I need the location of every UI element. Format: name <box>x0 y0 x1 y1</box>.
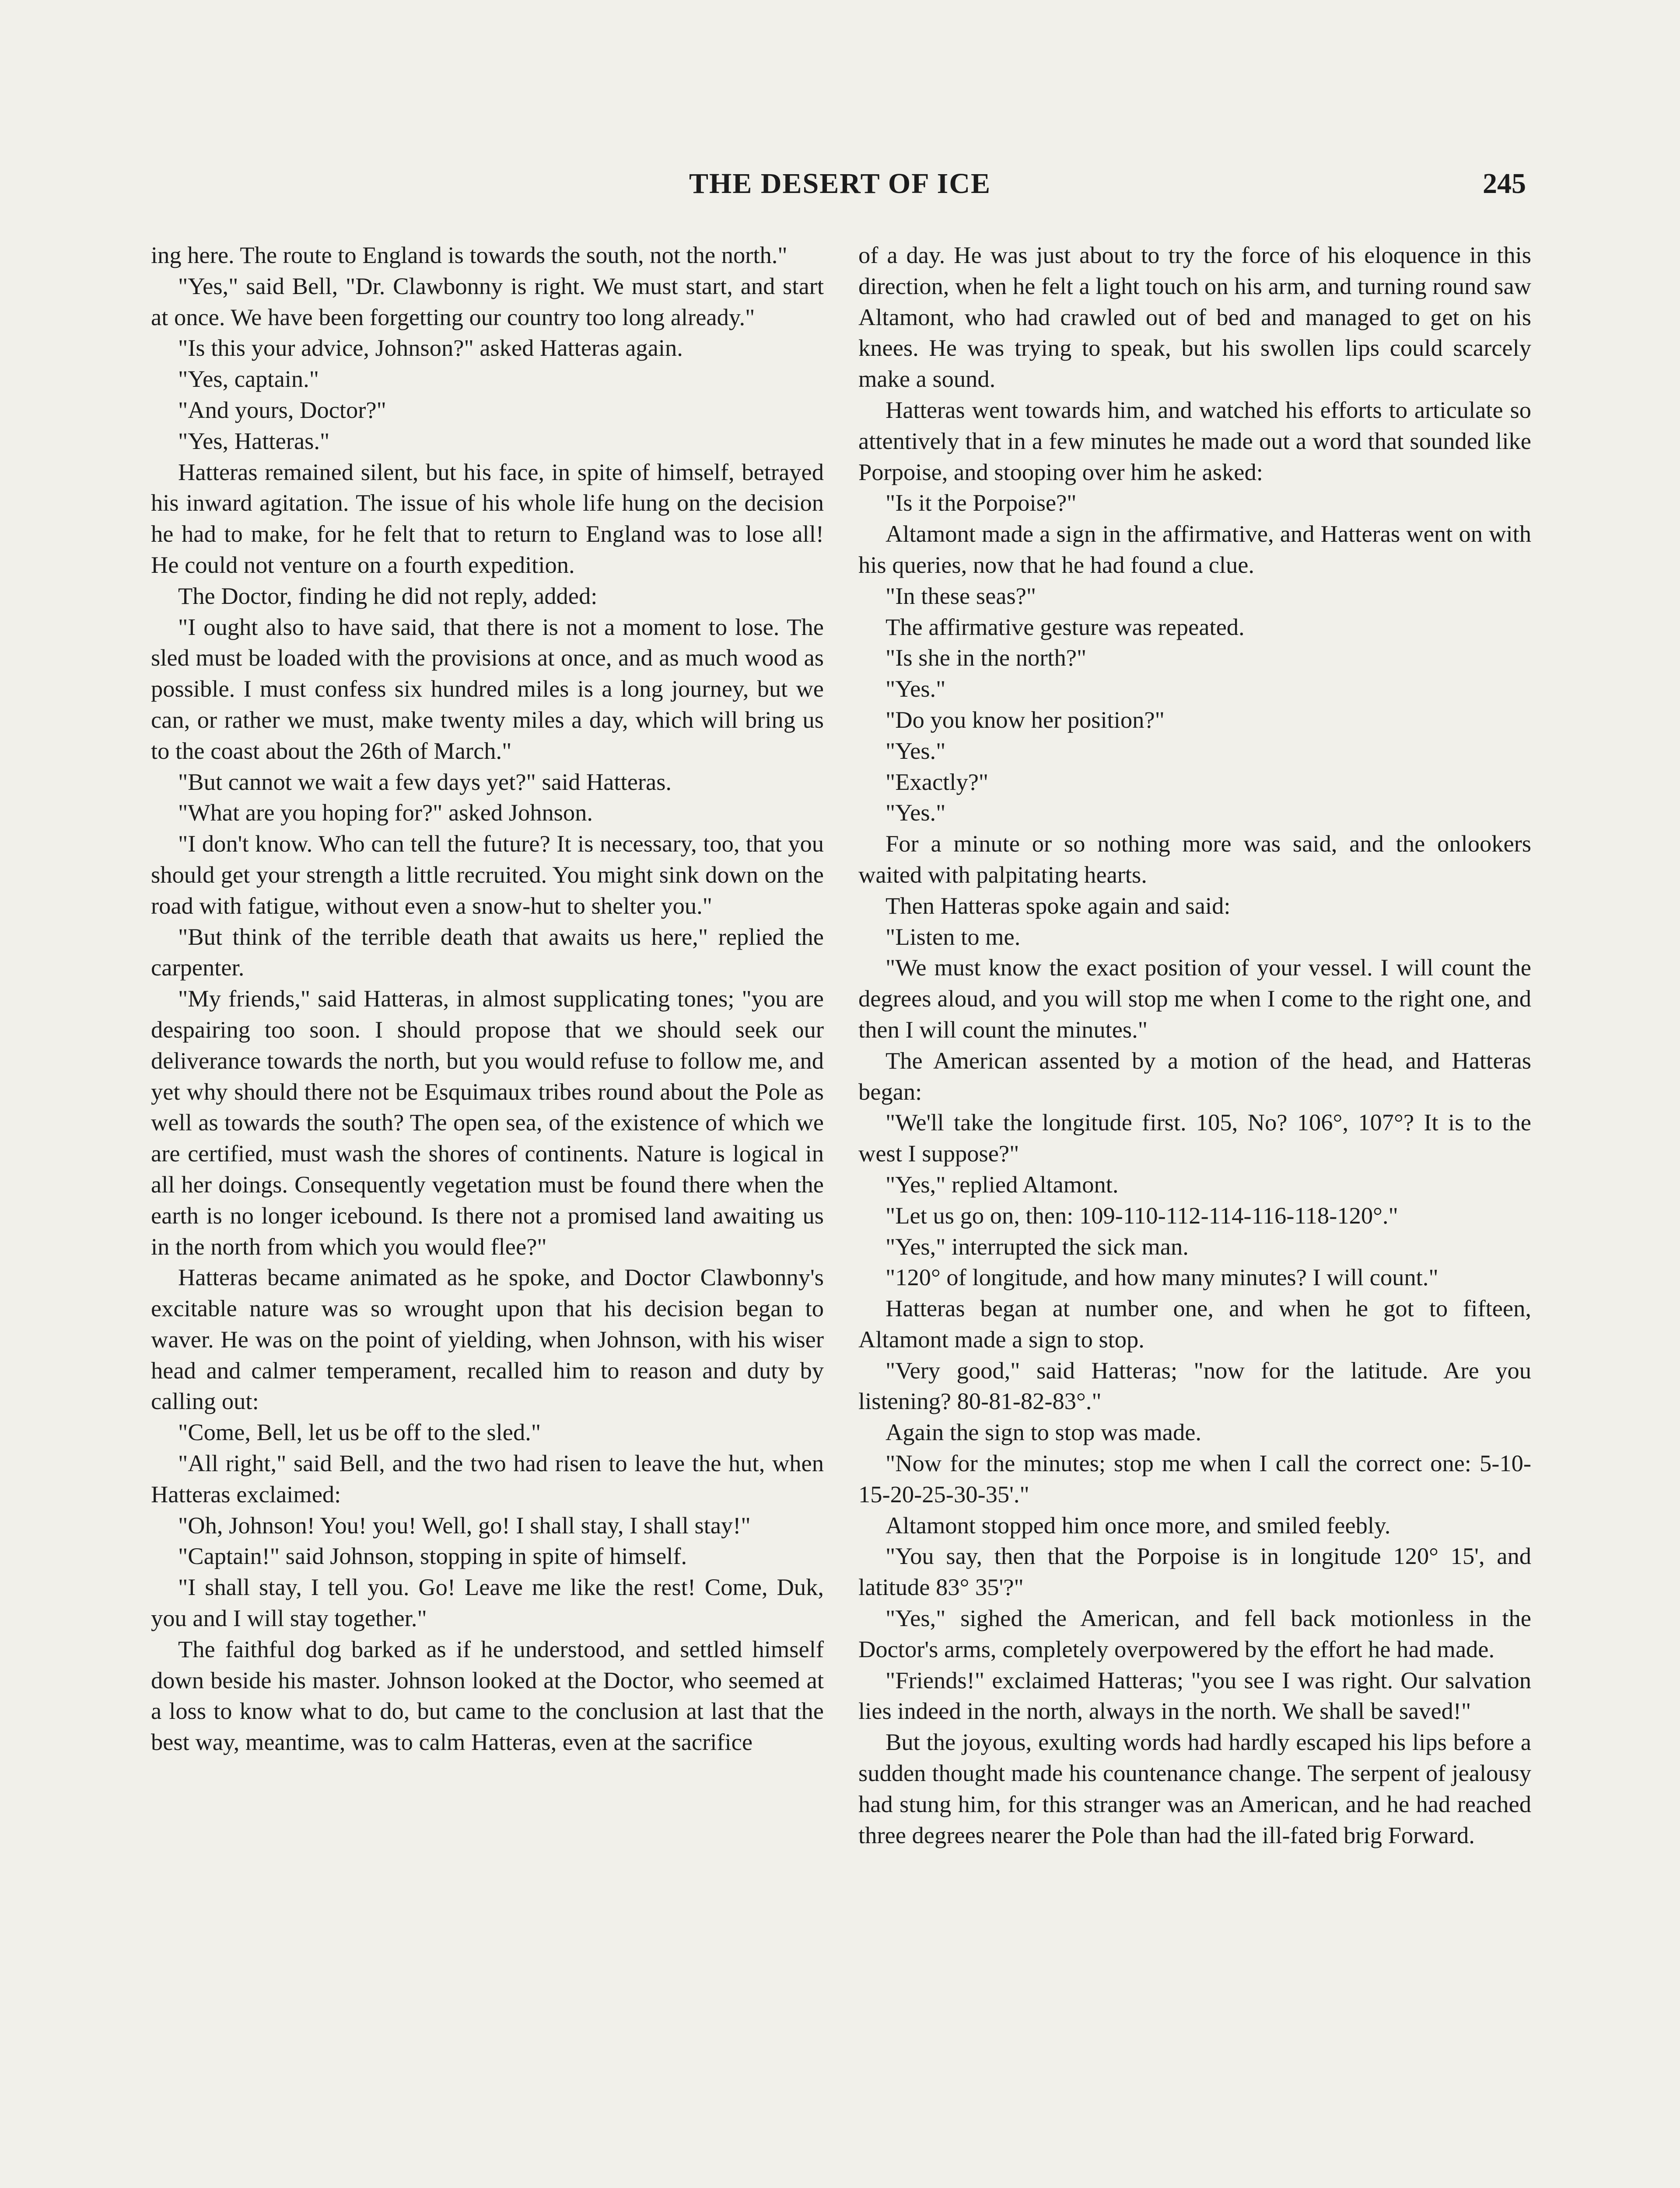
paragraph: "Is it the Porpoise?" <box>886 489 1077 516</box>
paragraph: Again the sign to stop was made. <box>886 1419 1202 1446</box>
paragraph: Altamont made a sign in the affirmative, and Hatteras went on with his queries, now that he had found a clue. <box>858 520 1531 578</box>
paragraph: Altamont stopped him once more, and smiled feebly. <box>886 1511 1391 1539</box>
paragraph: The affirmative gesture was repeated. <box>886 613 1245 640</box>
paragraph: "But think of the terrible death that awaits us here," replied the carpenter. <box>151 923 824 981</box>
paragraph: "In these seas?" <box>886 582 1036 609</box>
paragraph: "Listen to me. <box>886 923 1021 950</box>
paragraph: The American assented by a motion of the head, and Hatteras began: <box>858 1047 1531 1105</box>
paragraph: "Come, Bell, let us be off to the sled." <box>178 1419 541 1446</box>
paragraph: "Yes, Hatteras." <box>178 427 330 454</box>
paragraph: "You say, then that the Porpoise is in longitude 120° 15', and latitude 83° 35'?" <box>858 1543 1531 1601</box>
paragraph: "My friends," said Hatteras, in almost supplicating tones; "you are despairing too soon. I should propose that we should seek our deliverance towards the north, but you would refuse to follow me, and yet why should there not be Esquimaux tribes round about the Pole as well as towards the south? The open sea, of the existence of which we are certified, must wash the shores of continents. Nature is logical in all her doings. Consequently vegetation must be found there when the earth is no longer icebound. Is there not a promised land awaiting us in the north from which you would flee?" <box>151 985 824 1260</box>
paragraph: Hatteras became animated as he spoke, and Doctor Clawbonny's excitable nature was so wrought upon that his decision began to waver. He was on the point of yielding, when Johnson, with his wiser head and calmer temperament, recalled him to reason and duty by calling out: <box>151 1264 824 1415</box>
paragraph: "Do you know her position?" <box>886 706 1165 733</box>
paragraph: "And yours, Doctor?" <box>178 396 386 423</box>
paragraph: "I don't know. Who can tell the future? It is necessary, too, that you should get your strength a little recruited. You might sink down on the road with fatigue, without even a snow-hut to shelter you." <box>151 830 824 919</box>
paragraph: Then Hatteras spoke again and said: <box>886 892 1231 919</box>
right-text-column <box>858 240 1531 1851</box>
paragraph: "We'll take the longitude first. 105, No? 106°, 107°? It is to the west I suppose?" <box>858 1109 1531 1167</box>
paragraph: "All right," said Bell, and the two had risen to leave the hut, when Hatteras exclaimed: <box>151 1450 824 1508</box>
left-text-column <box>151 240 824 1758</box>
running-head-title: THE DESERT OF ICE <box>689 168 991 200</box>
paragraph: Hatteras went towards him, and watched his efforts to articulate so attentively that in a few minutes he made out a word that sounded like Porpoise, and stooping over him he asked: <box>858 396 1531 485</box>
paragraph: "What are you hoping for?" asked Johnson. <box>178 799 593 826</box>
paragraph: "Yes." <box>886 737 946 764</box>
paragraph: But the joyous, exulting words had hardly escaped his lips before a sudden thought made his countenance change. The serpent of jealousy had stung him, for this stranger was an American, and he had reached three degrees nearer the Pole than had the ill-fated brig Forward. <box>858 1729 1531 1848</box>
paragraph: "Yes, captain." <box>178 365 319 393</box>
paragraph: "Yes." <box>886 799 946 826</box>
paragraph: "Yes," interrupted the sick man. <box>886 1233 1189 1260</box>
paragraph: "Friends!" exclaimed Hatteras; "you see I was right. Our salvation lies indeed in the north, always in the north. We shall be saved!" <box>858 1666 1531 1725</box>
page-number: 245 <box>1483 168 1526 200</box>
paragraph: "We must know the exact position of your vessel. I will count the degrees aloud, and you will stop me when I come to the right one, and then I will count the minutes." <box>858 954 1531 1043</box>
paragraph: For a minute or so nothing more was said, and the onlookers waited with palpitating hearts. <box>858 830 1531 888</box>
paragraph: "But cannot we wait a few days yet?" said Hatteras. <box>178 768 672 795</box>
paragraph: "Yes." <box>886 675 946 702</box>
paragraph: The Doctor, finding he did not reply, added: <box>178 582 598 609</box>
paragraph: "120° of longitude, and how many minutes? I will count." <box>886 1264 1438 1291</box>
paragraph: "Oh, Johnson! You! you! Well, go! I shall stay, I shall stay!" <box>178 1511 751 1539</box>
paragraph: "Let us go on, then: 109-110-112-114-116-118-120°." <box>886 1202 1398 1229</box>
paragraph: "Is this your advice, Johnson?" asked Hatteras again. <box>178 334 683 361</box>
paragraph: "Is she in the north?" <box>886 644 1087 671</box>
paragraph: "Yes," said Bell, "Dr. Clawbonny is right. We must start, and start at once. We have been forgetting our country too long already." <box>151 272 824 330</box>
paragraph: Hatteras remained silent, but his face, in spite of himself, betrayed his inward agitation. The issue of his whole life hung on the decision he had to make, for he felt that to return to England was to lose all! He could not venture on a fourth expedition. <box>151 458 824 578</box>
paragraph: The faithful dog barked as if he understood, and settled himself down beside his master. Johnson looked at the Doctor, who seemed at a loss to know what to do, but came to the conclusion at last that the best way, meantime, was to calm Hatteras, even at the sacrifice <box>151 1635 824 1756</box>
paragraph: "I shall stay, I tell you. Go! Leave me like the rest! Come, Duk, you and I will stay together." <box>151 1574 824 1632</box>
paragraph: "Yes," sighed the American, and fell back motionless in the Doctor's arms, completely overpowered by the effort he had made. <box>858 1605 1531 1662</box>
paragraph: "I ought also to have said, that there is not a moment to lose. The sled must be loaded with the provisions at once, and as much wood as possible. I must confess six hundred miles is a long journey, but we can, or rather we must, make twenty miles a day, which will bring us to the coast about the 26th of March." <box>151 613 824 764</box>
paragraph: "Exactly?" <box>886 768 989 795</box>
paragraph: "Yes," replied Altamont. <box>886 1171 1119 1198</box>
paragraph: "Now for the minutes; stop me when I call the correct one: 5-10-15-20-25-30-35'." <box>858 1450 1531 1508</box>
paragraph: ing here. The route to England is towards the south, not the north." <box>151 242 788 268</box>
paragraph: "Captain!" said Johnson, stopping in spite of himself. <box>178 1543 687 1570</box>
paragraph: Hatteras began at number one, and when he got to fifteen, Altamont made a sign to stop. <box>858 1295 1531 1353</box>
paragraph: of a day. He was just about to try the force of his eloquence in this direction, when he felt a light touch on his arm, and turning round saw Altamont, who had crawled out of bed and managed to get on his knees. He was trying to speak, but his swollen lips could scarcely make a sound. <box>858 242 1531 393</box>
paragraph: "Very good," said Hatteras; "now for the latitude. Are you listening? 80-81-82-83°." <box>858 1357 1531 1415</box>
